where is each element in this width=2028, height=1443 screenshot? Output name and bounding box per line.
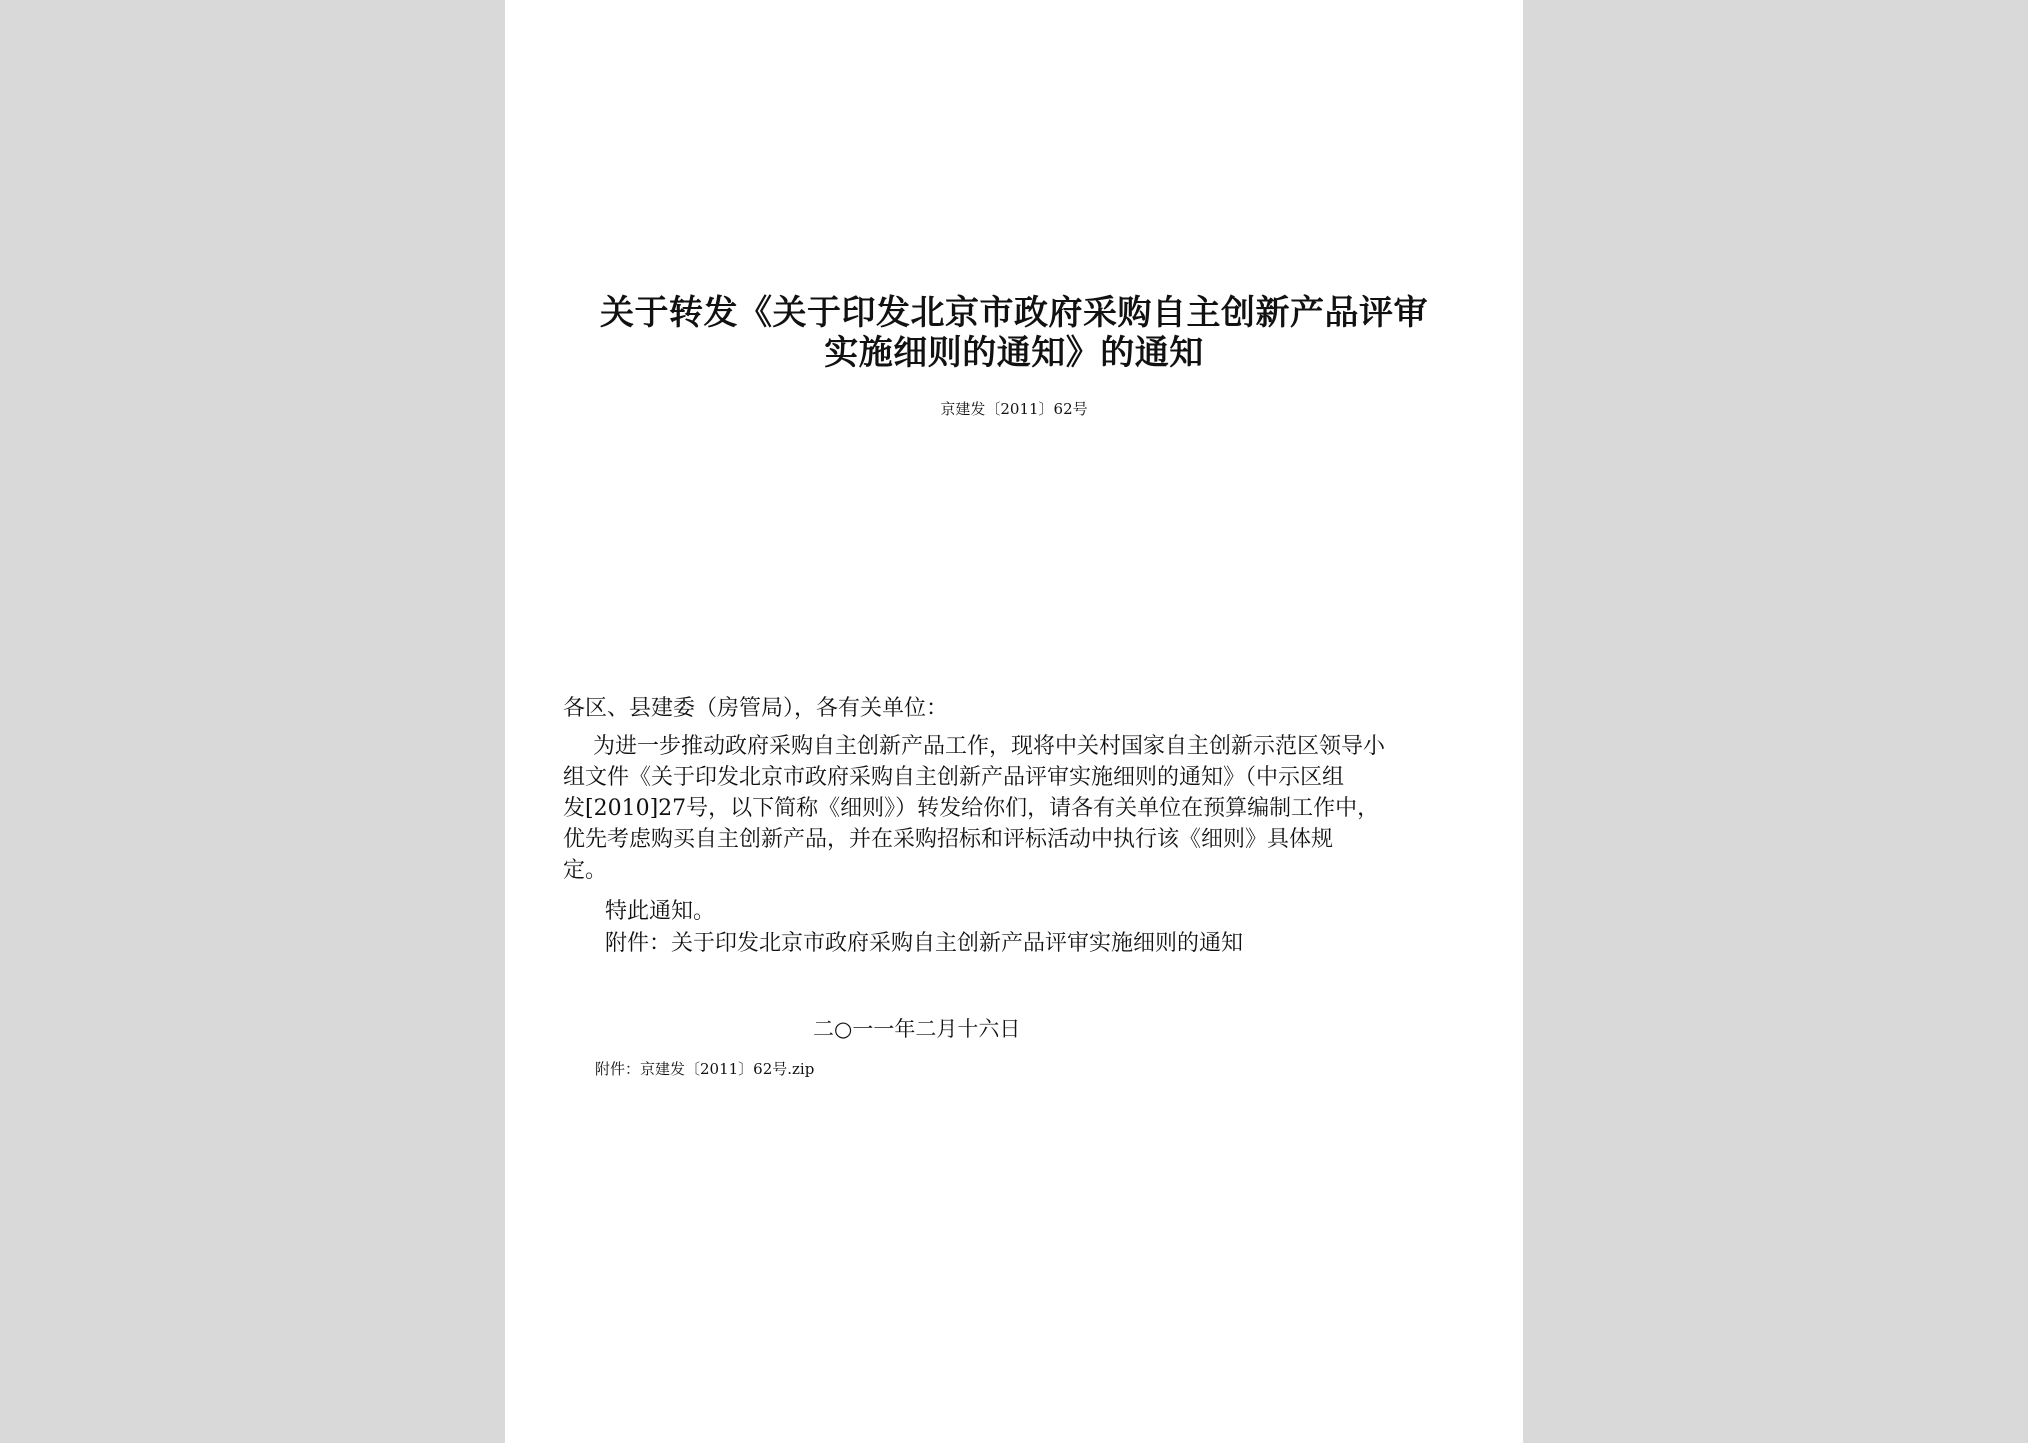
attachment-file-link[interactable]: 附件：京建发〔2011〕62号.zip xyxy=(595,1060,815,1078)
paragraph-line: 优先考虑购买自主创新产品，并在采购招标和评标活动中执行该《细则》具体规 xyxy=(563,827,1334,852)
paragraph-line: 为进一步推动政府采购自主创新产品工作，现将中关村国家自主创新示范区领导小 xyxy=(593,734,1386,759)
paragraph-line: 发[2010]27号，以下简称《细则》）转发给你们，请各有关单位在预算编制工作中， xyxy=(563,796,1380,821)
closing-text: 特此通知。 xyxy=(605,899,716,924)
document-title-line-1: 关于转发《关于印发北京市政府采购自主创新产品评审 xyxy=(600,293,1428,333)
paragraph-line: 组文件《关于印发北京市政府采购自主创新产品评审实施细则的通知》（中示区组 xyxy=(563,765,1345,790)
paragraph-line: 定。 xyxy=(563,858,608,883)
salutation: 各区、县建委（房管局），各有关单位： xyxy=(563,696,949,721)
attachment-note: 附件：关于印发北京市政府采购自主创新产品评审实施细则的通知 xyxy=(605,931,1244,956)
document-date: 二○一一年二月十六日 xyxy=(813,1017,1021,1041)
document-title-line-2: 实施细则的通知》的通知 xyxy=(824,333,1204,373)
document-number: 京建发〔2011〕62号 xyxy=(940,400,1088,418)
document-page xyxy=(505,0,1523,1443)
